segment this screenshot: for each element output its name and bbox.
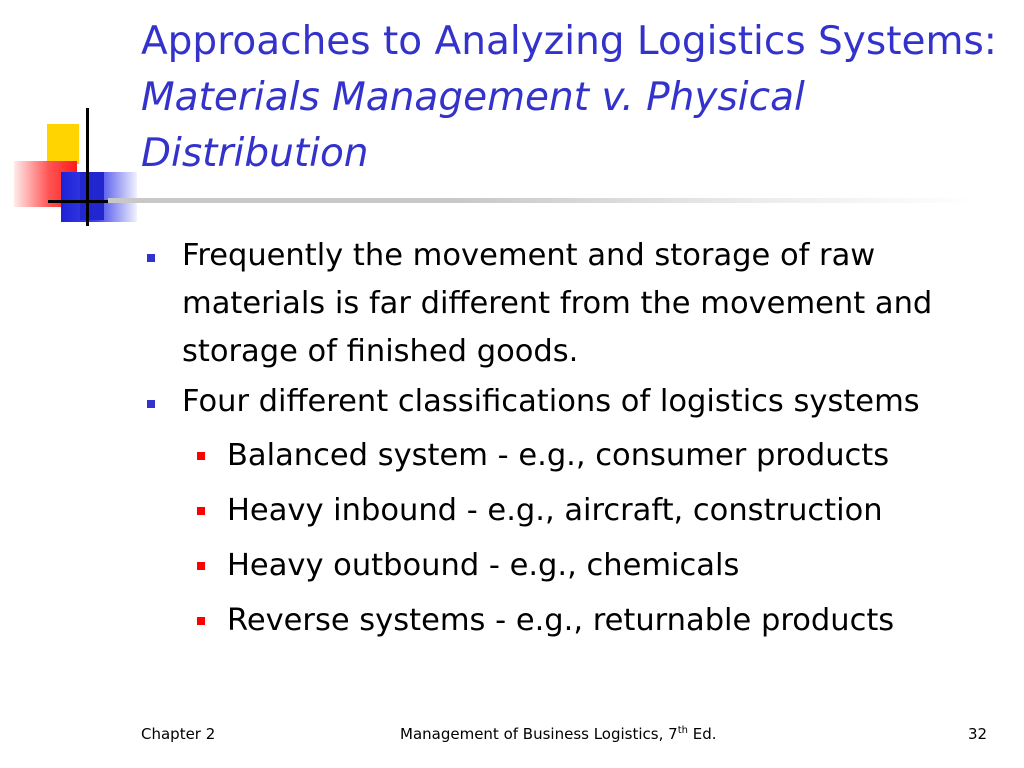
vertical-line-decoration xyxy=(86,108,89,226)
footer-book-title-main: Management of Business Logistics, 7 xyxy=(400,725,678,743)
sub-bullet-text: Heavy inbound - e.g., aircraft, construction xyxy=(227,493,883,528)
sub-bullet-text: Heavy outbound - e.g., chemicals xyxy=(227,548,740,583)
footer-chapter: Chapter 2 xyxy=(141,725,216,743)
square-bullet-icon xyxy=(147,400,155,408)
square-bullet-icon xyxy=(197,562,205,570)
horizontal-line-decoration xyxy=(48,200,112,203)
bullet-item xyxy=(140,232,1015,376)
sub-bullet-text: Balanced system - e.g., consumer products xyxy=(227,438,890,473)
footer-book-title xyxy=(400,724,717,744)
bullet-item xyxy=(140,378,1015,426)
slide-title xyxy=(141,14,1011,182)
sub-bullet-text: Reverse systems - e.g., returnable products xyxy=(227,603,895,638)
footer-book-title-sup: th xyxy=(677,725,688,736)
slide-title-italic: Materials Management v. Physical Distribution xyxy=(141,75,805,176)
dark-blue-square-decoration xyxy=(80,172,104,220)
footer-book-title-edition: Ed. xyxy=(687,725,717,743)
sub-bullet-item xyxy=(140,593,1015,648)
bullet-text: Frequently the movement and storage of raw materials is far different from the movement and storage of finished goods. xyxy=(182,238,933,369)
square-bullet-icon xyxy=(197,507,205,515)
slide-title-plain: Approaches to Analyzing Logistics Systems: xyxy=(141,19,997,64)
square-bullet-icon xyxy=(147,254,155,262)
bullet-text: Four different classifications of logistics systems xyxy=(182,384,920,419)
slide-logo-decoration xyxy=(0,0,160,240)
sub-bullet-item xyxy=(140,538,1015,593)
sub-bullet-item xyxy=(140,428,1015,483)
slide-body xyxy=(140,232,1015,648)
sub-bullet-item xyxy=(140,483,1015,538)
title-underline-rule xyxy=(108,198,978,203)
square-bullet-icon xyxy=(197,452,205,460)
footer-page-number: 32 xyxy=(968,725,988,743)
square-bullet-icon xyxy=(197,617,205,625)
yellow-square-decoration xyxy=(47,124,79,164)
